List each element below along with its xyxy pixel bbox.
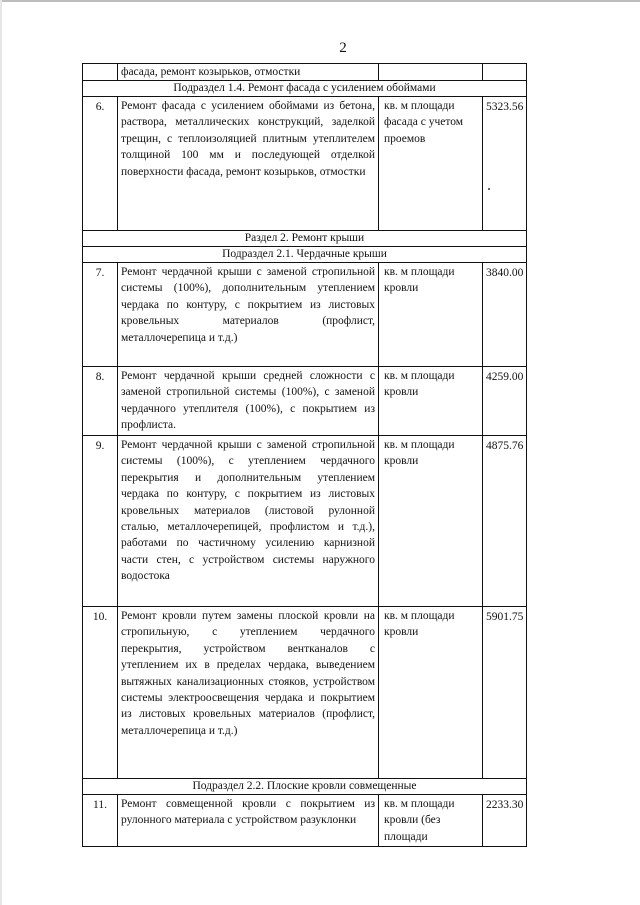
table-row: [83, 97, 527, 231]
scan-edge-left: [0, 0, 2, 905]
work-description: Ремонт чердачной крыши с заменой стропильной системы (100%), с утеплением чердачного перекрытия и дополнительным утеплением чердака по контуру, с покрытием из листовых кровельных материалов (листовой рулонной сталью, металлочерепицей, профлистом и т.д.), работами по частичному усилению карнизной части стен, с устройством системы наружного водостока: [118, 436, 379, 607]
row-number: 11.: [83, 795, 118, 847]
num-cell: [83, 64, 118, 81]
row-number: 6.: [83, 97, 118, 231]
work-description: Ремонт кровли путем замены плоской кровли на стропильную, с утеплением чердачного перекрытия, устройством вентканалов с утеплением их в пределах чердака, выведением вытяжных канализационных стояков, устройством системы электроосвещения чердака и покрытием из листовых кровельных материалов (профлист, металлочерепица и т.д.): [118, 607, 379, 779]
scan-speck: [488, 188, 490, 190]
price-value: 5901.75: [483, 607, 527, 779]
table-row: [83, 795, 527, 847]
price-value: 5323.56: [483, 97, 527, 231]
scan-edge-top: [0, 0, 640, 2]
row-number: 7.: [83, 263, 118, 367]
section-heading: Раздел 2. Ремонт крыши: [83, 231, 527, 247]
subsection-heading-row: [83, 247, 527, 263]
table-row: [83, 436, 527, 607]
work-description: Ремонт чердачной крыши средней сложности с заменой стропильной системы (100%), с заменой чердачного утеплителя (100%), с покрытием из профлиста.: [118, 367, 379, 436]
measurement-unit: кв. м площади кровли (без площади: [379, 795, 483, 847]
section-heading-row: [83, 231, 527, 247]
measurement-unit: кв. м площади кровли: [379, 436, 483, 607]
table-row: [83, 367, 527, 436]
row-number: 10.: [83, 607, 118, 779]
table-row: [83, 263, 527, 367]
measurement-unit: кв. м площади кровли: [379, 367, 483, 436]
subsection-heading-row: [83, 779, 527, 795]
measurement-unit: кв. м площади кровли: [379, 263, 483, 367]
price-value: 2233.30: [483, 795, 527, 847]
work-description: Ремонт фасада с усилением обоймами из бетона, раствора, металлических конструкций, заделкой трещин, с теплоизоляцией плитным утеплителем толщиной 100 мм и последующей отделкой поверхности фасада, ремонт козырьков, отмостки: [118, 97, 379, 231]
work-description: Ремонт чердачной крыши с заменой стропильной системы (100%), дополнительным утеплением чердака по контуру, с покрытием из листовых кровельных материалов (профлист, металлочерепица и т.д.): [118, 263, 379, 367]
subsection-heading: Подраздел 1.4. Ремонт фасада с усилением обоймами: [83, 81, 527, 97]
price-value: 3840.00: [483, 263, 527, 367]
row-number: 9.: [83, 436, 118, 607]
description-cell: фасада, ремонт козырьков, отмостки: [118, 64, 379, 81]
price-value: 4875.76: [483, 436, 527, 607]
price-table: [82, 63, 527, 847]
table-row: [83, 607, 527, 779]
measurement-unit: кв. м площади фасада с учетом проемов: [379, 97, 483, 231]
unit-cell: [379, 64, 483, 81]
price-value: 4259.00: [483, 367, 527, 436]
value-cell: [483, 64, 527, 81]
measurement-unit: кв. м площади кровли: [379, 607, 483, 779]
subsection-heading: Подраздел 2.2. Плоские кровли совмещенные: [83, 779, 527, 795]
subsection-heading: Подраздел 2.1. Чердачные крыши: [83, 247, 527, 263]
row-number: 8.: [83, 367, 118, 436]
work-description: Ремонт совмещенной кровли с покрытием из рулонного материала с устройством разуклонки: [118, 795, 379, 847]
subsection-heading-row: [83, 81, 527, 97]
page-number: 2: [339, 40, 347, 56]
table-row-continuation: [83, 64, 527, 81]
